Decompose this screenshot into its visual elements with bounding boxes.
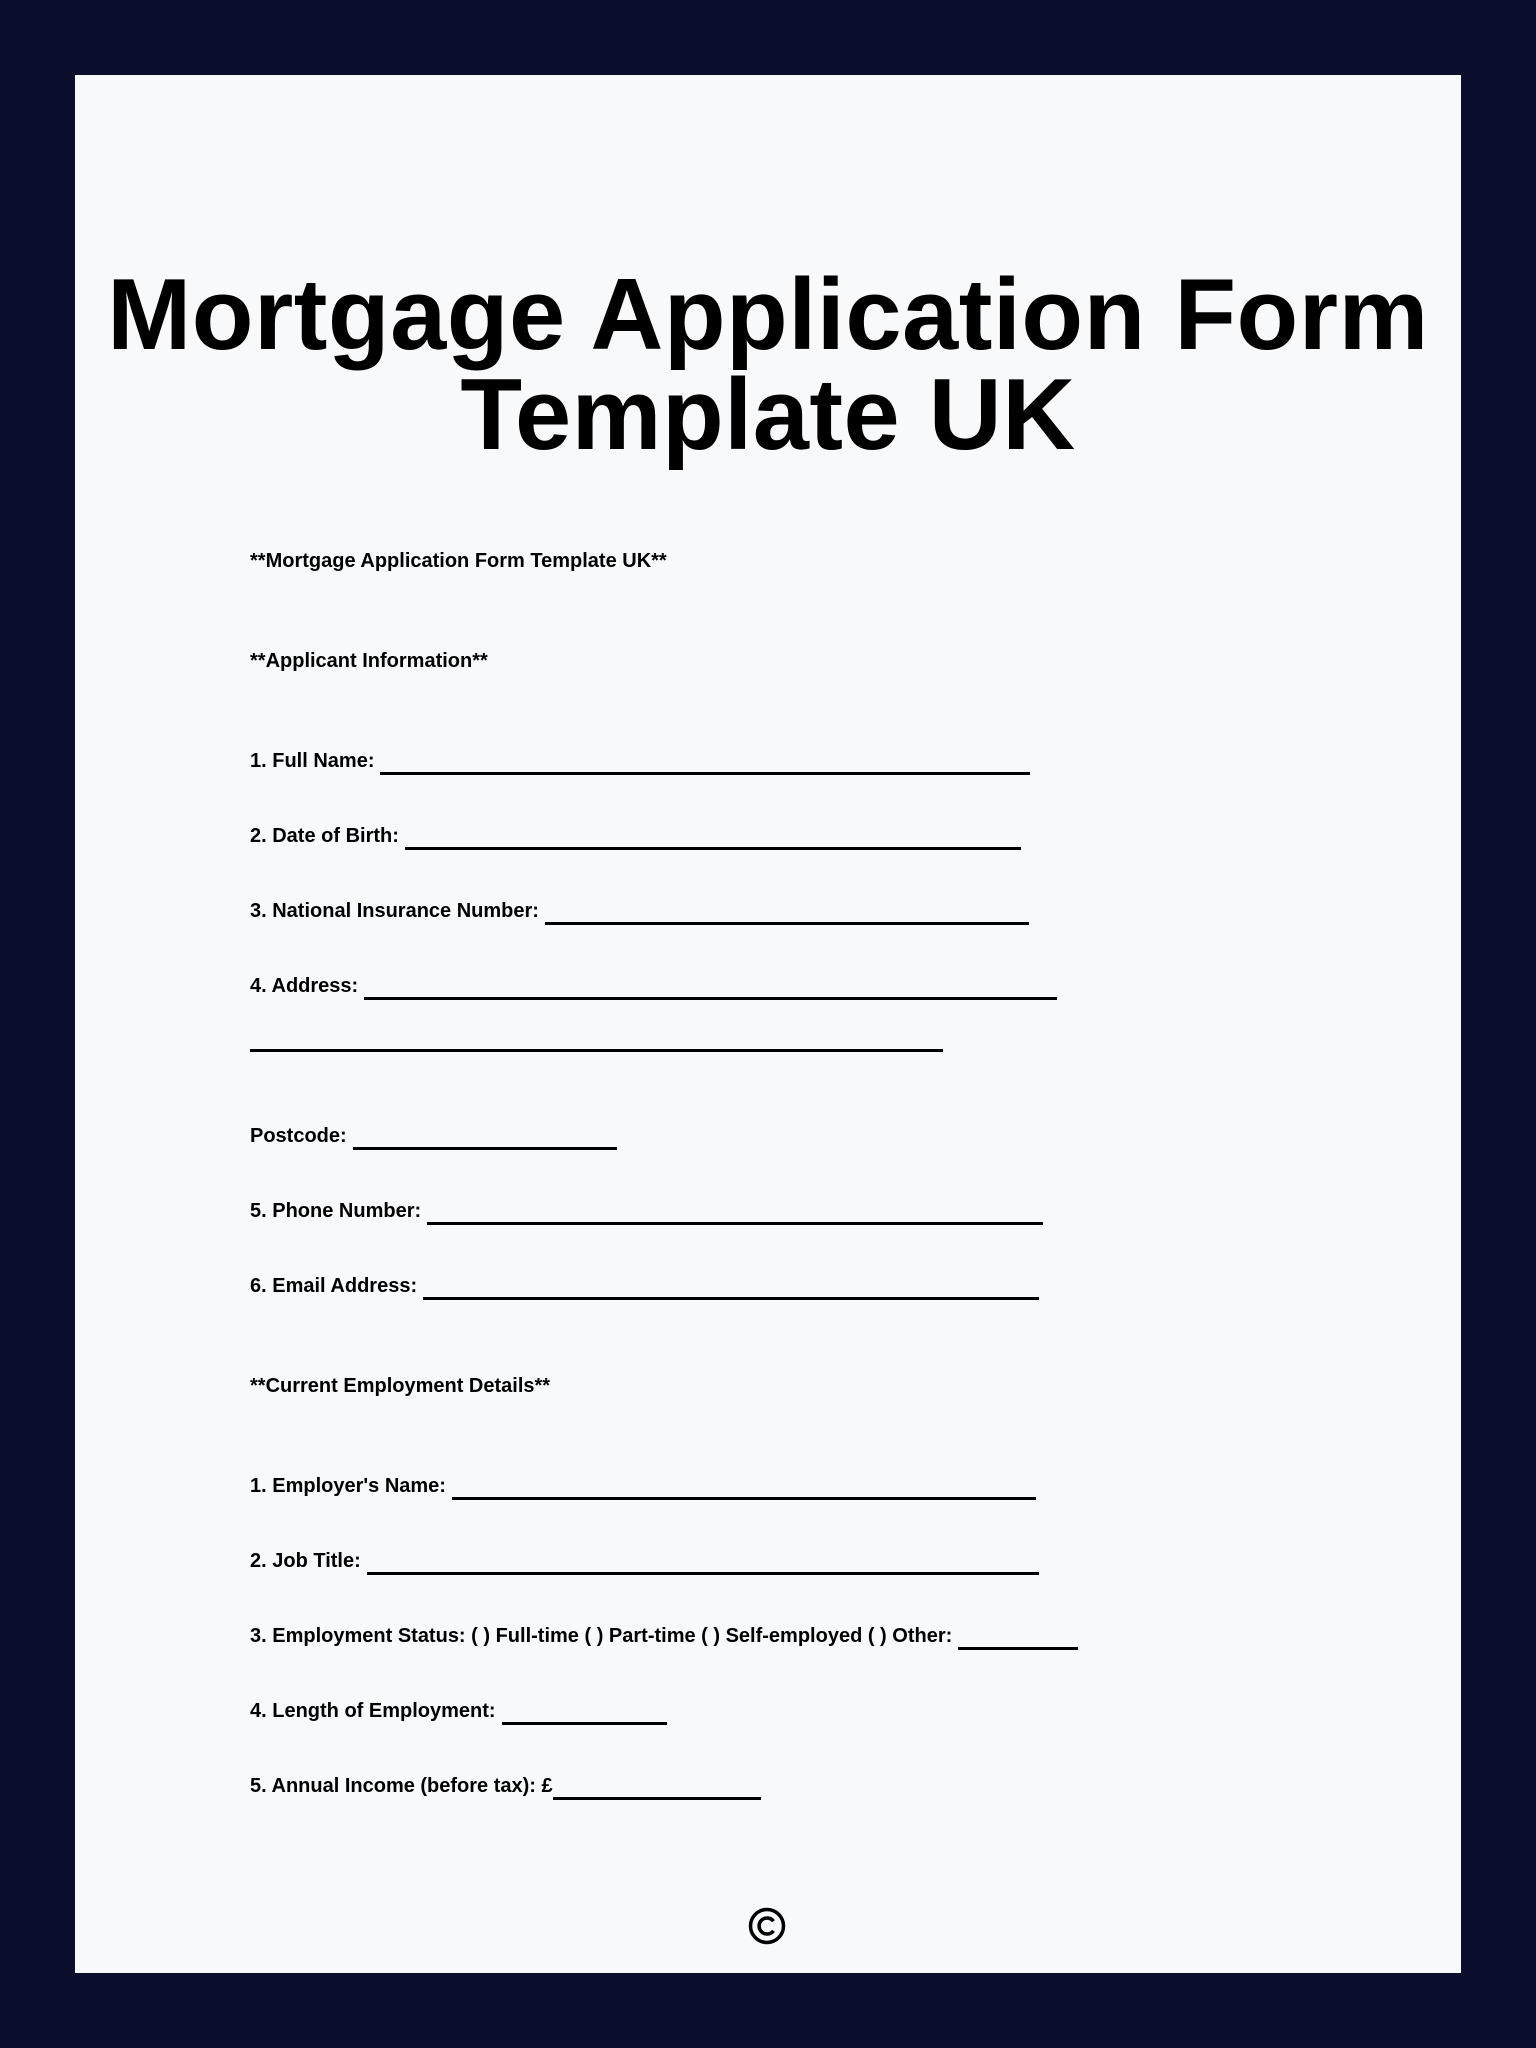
field-label: 1. Full Name: xyxy=(250,750,375,772)
field-label: 5. Annual Income (before tax): £ xyxy=(250,1775,553,1797)
date-of-birth-input-line[interactable] xyxy=(405,847,1021,850)
phone-number-input-line[interactable] xyxy=(427,1222,1043,1225)
section-heading-employment: **Current Employment Details** xyxy=(250,1375,551,1397)
page-title-line-2: Template UK xyxy=(460,359,1076,471)
field-phone-number xyxy=(250,1199,1043,1223)
field-label: 4. Address: xyxy=(250,975,359,997)
field-label: 6. Email Address: xyxy=(250,1275,418,1297)
document-page xyxy=(75,75,1461,1973)
field-job-title xyxy=(250,1549,1039,1573)
field-label: 5. Phone Number: xyxy=(250,1200,422,1222)
field-postcode xyxy=(250,1124,617,1148)
address-input-line-1[interactable] xyxy=(364,997,1057,1000)
job-title-input-line[interactable] xyxy=(367,1572,1039,1575)
address-input-line-2[interactable] xyxy=(250,1049,943,1052)
employer-name-input-line[interactable] xyxy=(452,1497,1036,1500)
copyright-icon xyxy=(748,1907,786,1945)
field-annual-income xyxy=(250,1774,761,1798)
postcode-input-line[interactable] xyxy=(353,1147,617,1150)
page-title-line-1: Mortgage Application Form xyxy=(107,259,1429,371)
email-address-input-line[interactable] xyxy=(423,1297,1039,1300)
annual-income-input-line[interactable] xyxy=(553,1797,761,1800)
field-employment-status xyxy=(250,1624,1078,1648)
field-label: Postcode: xyxy=(250,1125,347,1147)
field-label: 4. Length of Employment: xyxy=(250,1700,496,1722)
document-heading: **Mortgage Application Form Template UK** xyxy=(250,550,667,572)
length-of-employment-input-line[interactable] xyxy=(502,1722,667,1725)
field-length-of-employment xyxy=(250,1699,667,1723)
field-address-line-2 xyxy=(250,1049,943,1050)
field-label: 3. Employment Status: ( ) Full-time ( ) Part-time ( ) Self-employed ( ) Other: xyxy=(250,1625,953,1647)
field-full-name xyxy=(250,749,1030,773)
field-date-of-birth xyxy=(250,824,1021,848)
field-national-insurance-number xyxy=(250,899,1029,923)
employment-status-other-input-line[interactable] xyxy=(958,1647,1078,1650)
field-label: 3. National Insurance Number: xyxy=(250,900,539,922)
field-email-address xyxy=(250,1274,1039,1298)
field-employer-name xyxy=(250,1474,1036,1498)
national-insurance-input-line[interactable] xyxy=(545,922,1029,925)
field-label: 2. Date of Birth: xyxy=(250,825,399,847)
field-label: 2. Job Title: xyxy=(250,1550,361,1572)
section-heading-applicant: **Applicant Information** xyxy=(250,650,488,672)
field-address xyxy=(250,974,1057,998)
field-label: 1. Employer's Name: xyxy=(250,1475,446,1497)
full-name-input-line[interactable] xyxy=(380,772,1030,775)
